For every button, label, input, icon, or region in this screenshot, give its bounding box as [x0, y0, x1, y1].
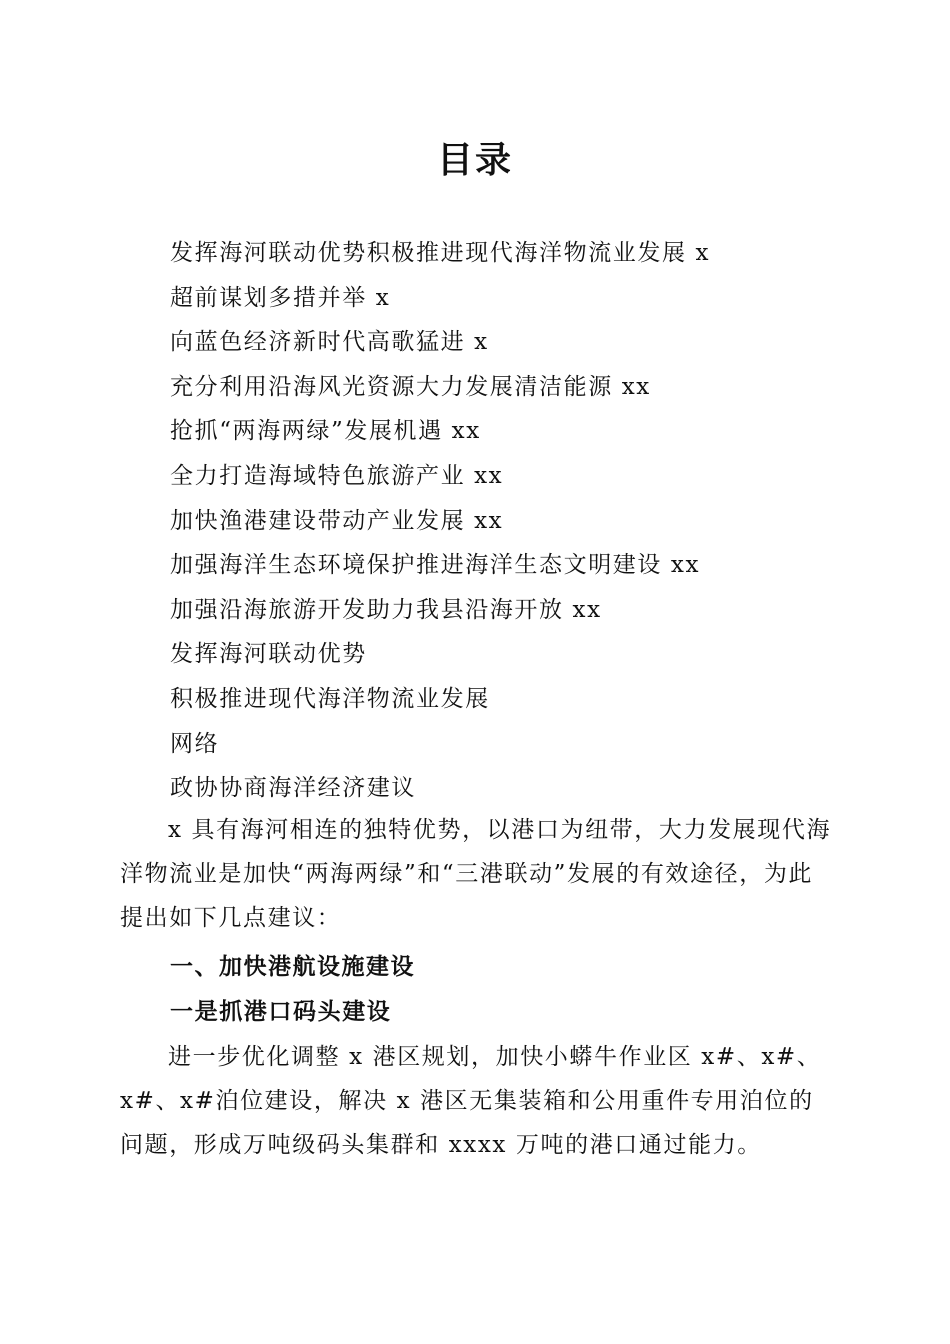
table-of-contents: [170, 236, 870, 816]
page-title: 目录: [436, 139, 513, 181]
toc-entry[interactable]: 加强海洋生态环境保护推进海洋生态文明建设 xx: [170, 552, 701, 579]
intro-paragraph: x 具有海河相连的独特优势，以港口为纽带，大力发展现代海洋物流业是加快“两海两绿”和“三港联动”发展的有效途径，为此提出如下几点建议：: [120, 817, 832, 931]
toc-entry[interactable]: 发挥海河联动优势积极推进现代海洋物流业发展 x: [170, 240, 711, 266]
toc-entry[interactable]: 加强沿海旅游开发助力我县沿海开放 xx: [170, 596, 602, 623]
toc-entry[interactable]: 充分利用沿海风光资源大力发展清洁能源 xx: [170, 373, 651, 400]
toc-entry[interactable]: 超前谋划多措并举 x: [170, 284, 391, 311]
toc-entry[interactable]: 发挥海河联动优势: [170, 641, 367, 668]
toc-entry[interactable]: 网络: [170, 730, 220, 757]
toc-entry[interactable]: 全力打造海域特色旅游产业 xx: [170, 462, 504, 489]
toc-entry[interactable]: 抢抓“两海两绿”发展机遇 xx: [170, 418, 481, 445]
section-heading: 一、加快港航设施建设: [170, 954, 415, 980]
toc-entry[interactable]: 积极推进现代海洋物流业发展: [170, 685, 490, 712]
body-paragraph: 进一步优化调整 x 港区规划，加快小蟒牛作业区 x#、x#、x#、x#泊位建设，解决 x 港区无集装箱和公用重件专用泊位的问题，形成万吨级码头集群和 xxxx 万吨的港口通过能力。: [120, 1044, 822, 1158]
toc-entry[interactable]: 政协协商海洋经济建议: [170, 775, 416, 802]
toc-entry[interactable]: 向蓝色经济新时代高歌猛进 x: [170, 329, 489, 356]
toc-entry[interactable]: 加快渔港建设带动产业发展 xx: [170, 507, 504, 534]
sub-heading: 一是抓港口码头建设: [170, 998, 392, 1025]
